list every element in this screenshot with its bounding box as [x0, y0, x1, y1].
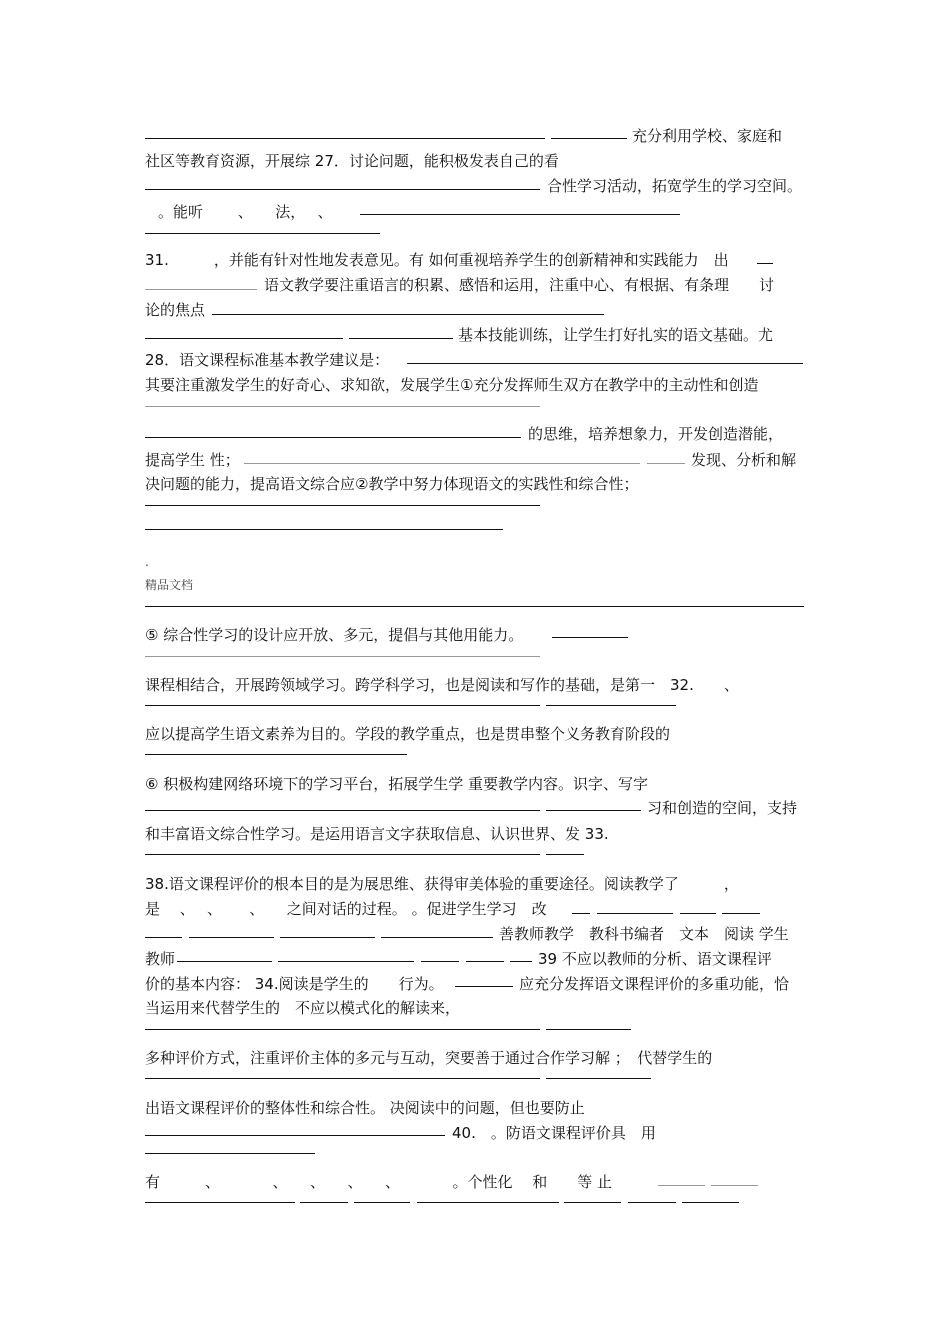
fill-blank-line: [177, 961, 272, 962]
fill-blank-line: [145, 437, 521, 438]
fill-blank-line: [145, 1078, 540, 1079]
fill-blank-line: [381, 937, 493, 938]
watermark-label: 精品文档: [145, 578, 194, 592]
fill-blank-line: [551, 138, 627, 139]
text-line: 39 不应以教师的分析、语文课程评: [538, 950, 772, 968]
fill-blank-line: [647, 463, 685, 464]
fill-blank-line: [597, 913, 673, 914]
text-line: 决问题的能力，提高语文综合应②教学中努力体现语文的实践性和综合性；: [145, 475, 639, 493]
text-line: 和丰富语文综合性学习。是运用语言文字获取信息、认识世界、发 33.: [145, 825, 609, 843]
fill-blank-line: [145, 937, 182, 938]
fill-blank-line: [510, 961, 532, 962]
text-line: 合性学习活动，拓宽学生的学习空间。: [547, 177, 803, 195]
fill-blank-line: [145, 1135, 445, 1136]
text-line: 充分利用学校、家庭和: [632, 127, 783, 145]
text-line: 善教师教学 教科书编者 文本 阅读 学生: [499, 925, 789, 943]
text-line: 基本技能训练，让学生打好扎实的语文基础。尤: [458, 326, 774, 344]
fill-blank-line: [757, 263, 773, 264]
fill-blank-line: [466, 961, 504, 962]
fill-blank-line: [421, 961, 459, 962]
fill-blank-line: [145, 1153, 315, 1154]
text-line: 出语文课程评价的整体性和综合性。 决阅读中的问题，但也要防止: [145, 1099, 585, 1117]
text-line: 有 、 、 、 、 、 。个性化 和 等 止: [145, 1173, 613, 1191]
text-line: 论的焦点: [145, 301, 206, 319]
fill-blank-line: [546, 1029, 631, 1030]
fill-blank-line: [145, 289, 257, 290]
text-line: 当运用来代替学生的 不应以模式化的解读来，: [145, 999, 461, 1017]
fill-blank-line: [360, 214, 680, 215]
fill-blank-line: [145, 189, 540, 190]
fill-blank-line: [546, 1078, 651, 1079]
fill-blank-line: [349, 338, 453, 339]
fill-blank-line: [189, 937, 274, 938]
fill-blank-line: [417, 1202, 559, 1203]
text-line: 38.语文课程评价的根本目的是为展思维、获得审美体验的重要途径。阅读教学了 ，: [145, 875, 739, 893]
fill-blank-line: [455, 986, 513, 987]
text-line: 多种评价方式，注重评价主体的多元与互动，突要善于通过合作学习解 ； 代替学生的: [145, 1049, 713, 1067]
fill-blank-line: [278, 961, 414, 962]
fill-blank-line: [145, 233, 380, 234]
fill-blank-line: [145, 705, 540, 706]
fill-blank-line: [244, 463, 640, 464]
fill-blank-line: [145, 529, 503, 530]
fill-blank-line: [682, 1202, 739, 1203]
text-line: 。能听 、 法， 、: [158, 203, 333, 221]
text-line: 应充分发挥语文课程评价的多重功能，恰: [519, 975, 790, 993]
text-line: 课程相结合，开展跨领域学习。跨学科学习，也是阅读和写作的基础，是第一 32. 、: [145, 676, 739, 694]
text-line: 发现、分析和解: [691, 451, 797, 469]
fill-blank-line: [711, 1185, 758, 1186]
text-line: ⑤ 综合性学习的设计应开放、多元，提倡与其他用能力。: [145, 626, 524, 644]
text-line: 其要注重激发学生的好奇心、求知欲，发展学生①充分发挥师生双方在教学中的主动性和创造: [145, 376, 759, 394]
fill-blank-line: [680, 913, 716, 914]
fill-blank-line: [145, 854, 540, 855]
fill-blank-line: [145, 656, 540, 657]
text-line: 的思维，培养想象力，开发创造潜能，: [528, 425, 784, 443]
fill-blank-line: [628, 1202, 676, 1203]
fill-blank-line: [145, 406, 540, 407]
fill-blank-line: [354, 1202, 410, 1203]
fill-blank-line: [145, 505, 540, 506]
text-line: 40. 。防语文课程评价具 用: [452, 1124, 656, 1142]
text-line: 28．语文课程标准基本教学建议是：: [145, 351, 390, 369]
text-line: 是 、 、 、 之间对话的过程。 。促进学生学习 改: [145, 900, 547, 918]
fill-blank-line: [722, 913, 760, 914]
fill-blank-line: [212, 314, 604, 315]
text-line: ⑥ 积极构建网络环境下的学习平台，拓展学生学 重要教学内容。识字、写字: [145, 775, 648, 793]
fill-blank-line: [546, 705, 676, 706]
text-line: 应以提高学生语文素养为目的。学段的教学重点，也是贯串整个义务教育阶段的: [145, 725, 671, 743]
text-line: 社区等教育资源，开展综 27．讨论问题，能积极发表自己的看: [145, 152, 559, 170]
fill-blank-line: [572, 913, 590, 914]
fill-blank-line: [407, 363, 803, 364]
text-line: 语文教学要注重语言的积累、感悟和运用，注重中心、有根据、有条理 讨: [264, 276, 775, 294]
section-divider: [145, 606, 804, 607]
text-line: 31. ，并能有针对性地发表意见。有 如何重视培养学生的创新精神和实践能力 出: [145, 251, 729, 269]
fill-blank-line: [145, 138, 545, 139]
fill-blank-line: [145, 810, 540, 811]
fill-blank-line: [564, 1202, 621, 1203]
text-line: 提高学生 性；: [145, 451, 240, 469]
fill-blank-line: [546, 854, 584, 855]
text-line: 习和创造的空间，支持: [647, 799, 798, 817]
text-line: 价的基本内容： 34.阅读是学生的 行为。: [145, 975, 444, 993]
fill-blank-line: [300, 1202, 348, 1203]
fill-blank-line: [145, 1029, 540, 1030]
fill-blank-line: [145, 754, 407, 755]
fill-blank-line: [546, 810, 641, 811]
fill-blank-line: [145, 1202, 295, 1203]
fill-blank-line: [145, 338, 343, 339]
page-marker-dot: .: [145, 555, 149, 569]
fill-blank-line: [658, 1185, 705, 1186]
text-line: 教师: [145, 950, 176, 968]
fill-blank-line: [552, 637, 628, 638]
fill-blank-line: [280, 937, 375, 938]
